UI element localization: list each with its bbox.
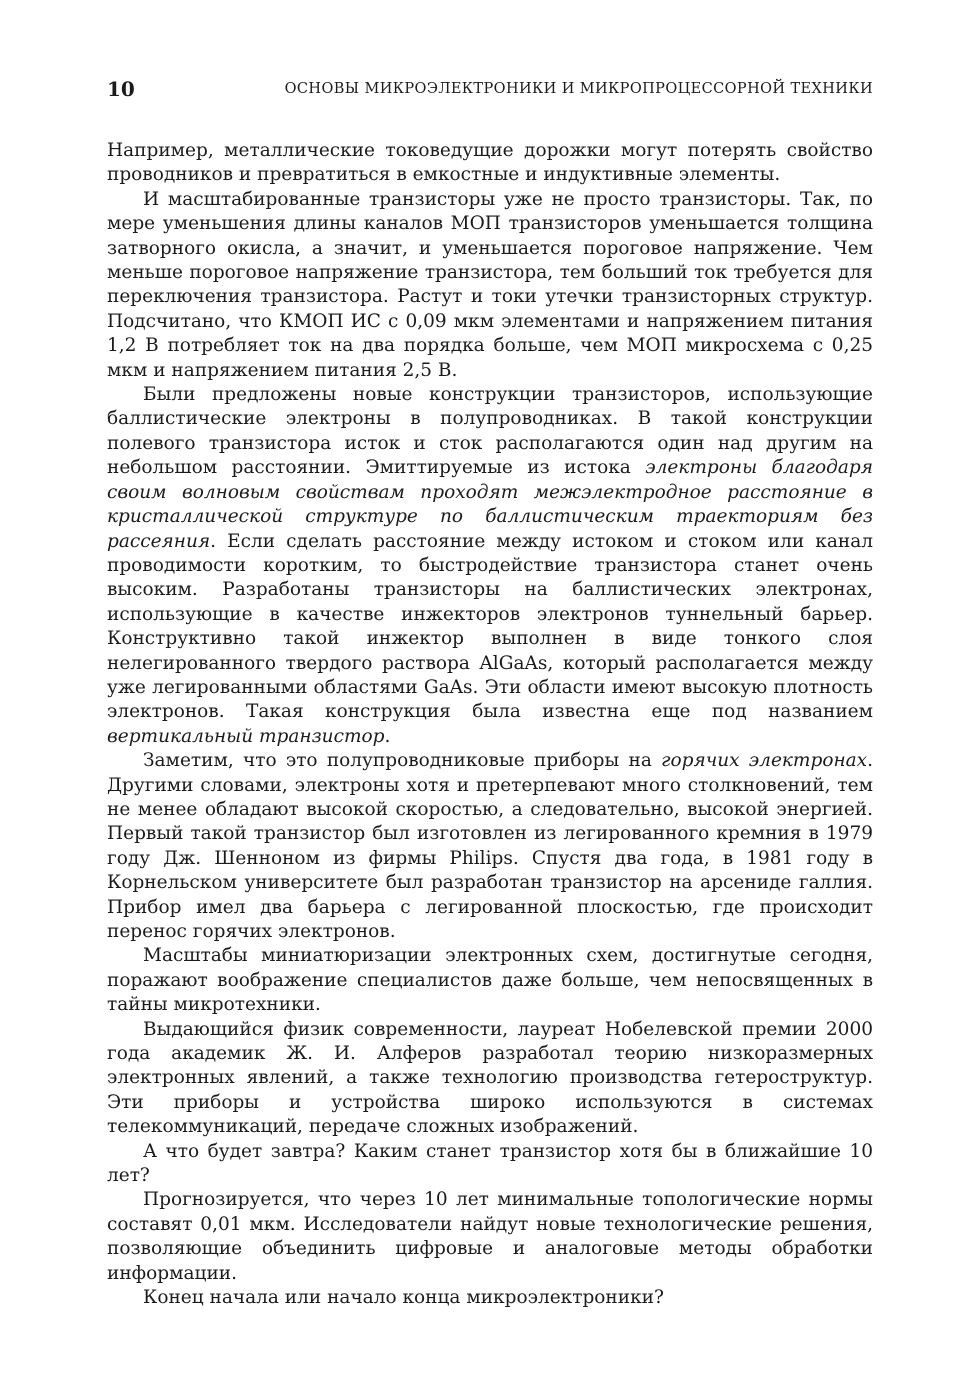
page-header (107, 76, 873, 102)
paragraph-4-text-a: Заметим, что это полупроводниковые приборы на (143, 750, 662, 772)
paragraph-8: Прогнозируется, что через 10 лет минимальные топологические нормы составят 0,01 мкм. Исследователи найдут новые технологические решения, позволяющие объединить цифровые и аналоговые методы обработки информации. (107, 1189, 873, 1284)
paragraph-3-text-a: Были предложены новые конструкции транзисторов, использующие баллистические электроны в полупроводниках. В такой конструкции полевого транзистора исток и сток располагаются один над другим на небольшом расстоянии. Эмиттируемые из истока (107, 384, 873, 479)
paragraph-5: Масштабы миниатюризации электронных схем, достигнутые сегодня, поражают воображение специалистов даже больше, чем непосвященных в тайны микротехники. (107, 945, 873, 1016)
paragraph-2: И масштабированные транзисторы уже не просто транзисторы. Так, по мере уменьшения длины каналов МОП транзисторов уменьшается толщина затворного окисла, а значит, и уменьшается пороговое напряжение. Чем меньше пороговое напряжение транзистора, тем больший ток требуется для переключения транзистора. Растут и токи утечки транзисторных структур. Подсчитано, что КМОП ИС с 0,09 мкм элементами и напряжением питания 1,2 В потребляет ток на два порядка больше, чем МОП микросхема с 0,25 мкм и напряжением питания 2,5 В. (107, 188, 873, 381)
paragraph-4-emphasis: горячих электронах (661, 750, 868, 772)
paragraph-3-emphasis-2: вертикальный транзистор (107, 725, 385, 747)
running-title: ОСНОВЫ МИКРОЭЛЕКТРОНИКИ И МИКРОПРОЦЕССОРНОЙ ТЕХНИКИ (284, 81, 873, 97)
paragraph-3-text-b: . Если сделать расстояние между истоком и стоком или канал проводимости коротким, то быстродействие транзистора станет очень высоким. Разработаны транзисторы на баллистических электронах, использующие в качестве инжекторов электронов туннельный барьер. Конструктивно такой инжектор выполнен в виде тонкого слоя нелегированного твердого раствора AlGaAs, который располагается между уже легированными областями GaAs. Эти области имеют высокую плотность электронов. Такая конструкция была известна еще под названием (107, 530, 873, 723)
paragraph-4-text-b: . Другими словами, электроны хотя и претерпевают много столкновений, тем не менее обладают высокой скоростью, а следовательно, высокой энергией. Первый такой транзистор был изготовлен из легированного кремния в 1979 году Дж. Шенноном из фирмы Philips. Спустя два года, в 1981 году в Корнельском университете был разработан транзистор на арсениде галлия. Прибор имел два барьера с легированной плоскостью, где происходит перенос горячих электронов. (107, 750, 873, 942)
paragraph-4 (107, 749, 873, 944)
page-number: 10 (107, 77, 135, 101)
paragraph-7: А что будет завтра? Каким станет транзистор хотя бы в ближайшие 10 лет? (107, 1140, 873, 1187)
paragraph-3-text-c: . (384, 725, 391, 747)
paragraph-6: Выдающийся физик современности, лауреат Нобелевской премии 2000 года академик Ж. И. Алферов разработал теорию низкоразмерных электронных явлений, а также технологию производства гетероструктур. Эти приборы и устройства широко используются в системах телекоммуникаций, передаче сложных изображений. (107, 1018, 873, 1138)
paragraph-3 (107, 383, 873, 749)
body-text (107, 139, 873, 1311)
paragraph-3-emphasis-1: электроны благодаря своим волновым свойствам проходят межэлектродное расстояние в кристаллической структуре по баллистическим траекториям без рассеяния (107, 457, 873, 552)
paragraph-9: Конец начала или начало конца микроэлектроники? (143, 1287, 664, 1309)
paragraph-1: Например, металлические токоведущие дорожки могут потерять свойство проводников и превратиться в емкостные и индуктивные элементы. (107, 140, 873, 186)
